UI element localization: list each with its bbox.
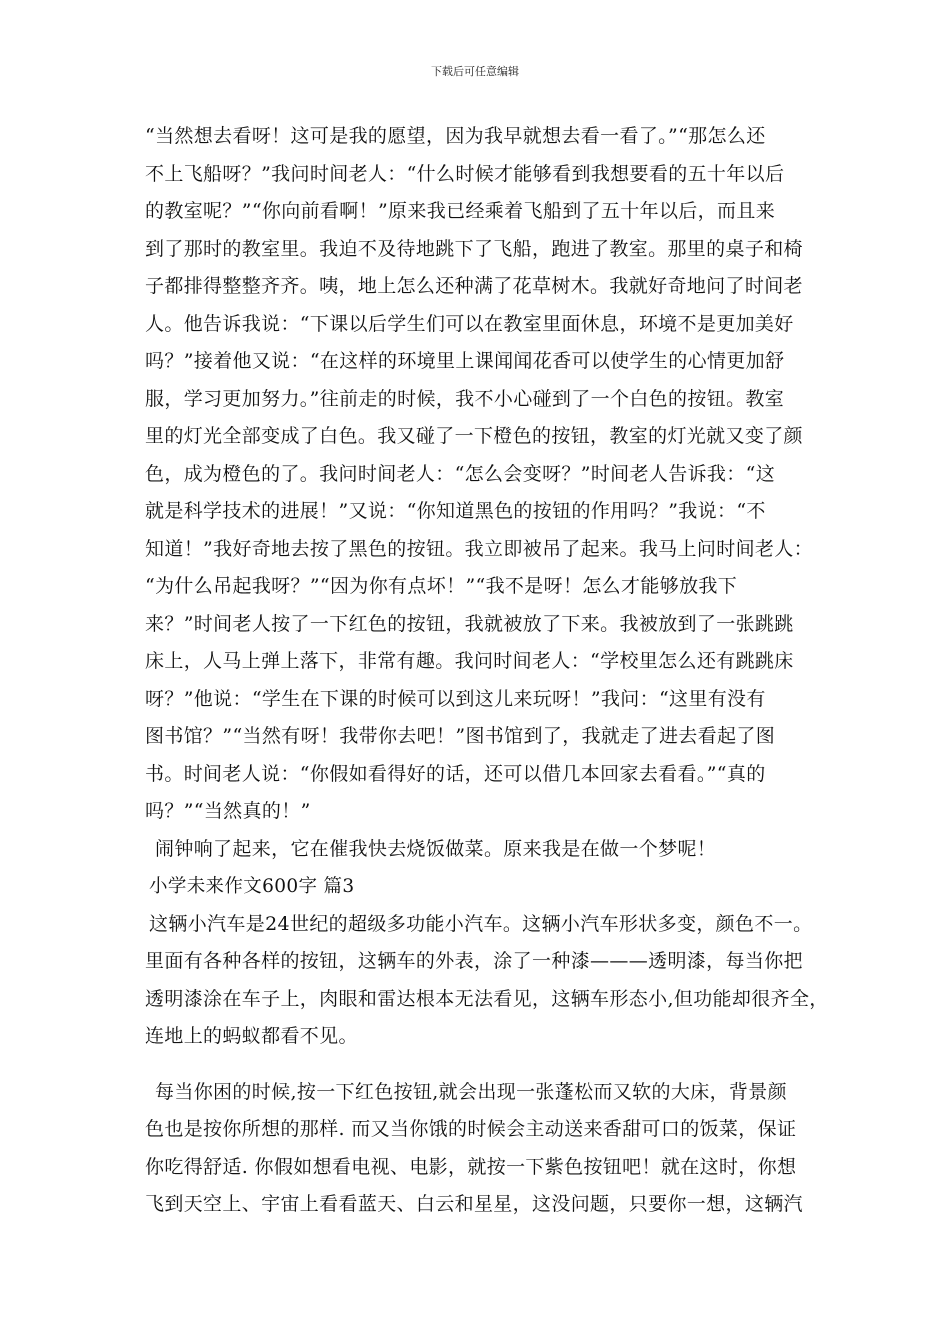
alarm-paragraph: 闹钟响了起来，它在催我快去烧饭做菜。原来我是在做一个梦呢！ [155, 837, 717, 860]
section-title: 小学未来作文600字 篇3 [149, 876, 355, 897]
text-line: 不上飞船呀？”我问时间老人：“什么时候才能够看到我想要看的五十年以后 [145, 162, 785, 185]
text-line: 飞到天空上、宇宙上看看蓝天、白云和星星，这没问题，只要你一想，这辆汽 [145, 1193, 803, 1215]
text-line: 每当你困的时候,按一下红色按钮,就会出现一张蓬松而又软的大床，背景颜 [155, 1080, 787, 1103]
text-line: 连地上的蚂蚁都看不见。 [145, 1025, 358, 1047]
text-line: 透明漆涂在车子上，肉眼和雷达根本无法看见，这辆车形态小,但功能却很齐全， [145, 987, 829, 1010]
text-line: 色也是按你所想的那样. 而又当你饿的时候会主动送来香甜可口的饭菜，保证 [145, 1118, 797, 1140]
text-line: 这辆小汽车是24世纪的超级多功能小汽车。这辆小汽车形状多变，颜色不一。 [149, 912, 813, 935]
text-line: 知道！”我好奇地去按了黑色的按钮。我立即被吊了起来。我马上问时间老人： [145, 537, 813, 560]
text-line: 里面有各种各样的按钮，这辆车的外表，涂了一种漆———透明漆，每当你把 [145, 950, 803, 972]
text-line: 里的灯光全部变成了白色。我又碰了一下橙色的按钮，教室的灯光就又变了颜 [145, 425, 803, 447]
text-line: 到了那时的教室里。我迫不及待地跳下了飞船，跑进了教室。那里的桌子和椅 [145, 237, 803, 260]
text-line: 图书馆？”“当然有呀！我带你去吧！”图书馆到了，我就走了进去看起了图 [145, 725, 776, 747]
text-line: 书。时间老人说：“你假如看得好的话，还可以借几本回家去看看。”“真的 [145, 762, 766, 785]
text-line: 吗？”“当然真的！” [145, 800, 311, 822]
text-line: 吗？”接着他又说：“在这样的环境里上课闻闻花香可以使学生的心情更加舒 [145, 350, 785, 372]
text-line: 人。他告诉我说：“下课以后学生们可以在教室里面休息，环境不是更加美好 [145, 312, 794, 335]
document-body [145, 118, 829, 1224]
text-line: 就是科学技术的进展！”又说：“你知道黑色的按钮的作用吗？”我说：“不 [145, 500, 766, 522]
text-line: “当然想去看呀！这可是我的愿望，因为我早就想去看一看了。”“那怎么还 [145, 125, 766, 147]
text-line: 的教室呢？”“你向前看啊！”原来我已经乘着飞船到了五十年以后，而且来 [145, 200, 776, 222]
text-line: 服，学习更加努力。”往前走的时候，我不小心碰到了一个白色的按钮。教室 [145, 387, 785, 410]
text-line: “为什么吊起我呀？”“因为你有点坏！”“我不是呀！怎么才能够放我下 [145, 575, 738, 597]
text-line: 色，成为橙色的了。我问时间老人：“怎么会变呀？”时间老人告诉我：“这 [145, 462, 776, 485]
text-line: 呀？”他说：“学生在下课的时候可以到这儿来玩呀！”我问：“这里有没有 [145, 687, 766, 710]
text-line: 床上，人马上弹上落下，非常有趣。我问时间老人：“学校里怎么还有跳跳床 [145, 650, 794, 672]
text-line: 你吃得舒适. 你假如想看电视、电影，就按一下紫色按钮吧！就在这时，你想 [145, 1155, 797, 1178]
text-line: 来？”时间老人按了一下红色的按钮，我就被放了下来。我被放到了一张跳跳 [145, 612, 794, 635]
paragraph-gap [145, 1056, 810, 1074]
page-header: 下载后可任意编辑 [431, 65, 519, 78]
text-line: 子都排得整整齐齐。咦，地上怎么还种满了花草树木。我就好奇地问了时间老 [145, 275, 803, 297]
